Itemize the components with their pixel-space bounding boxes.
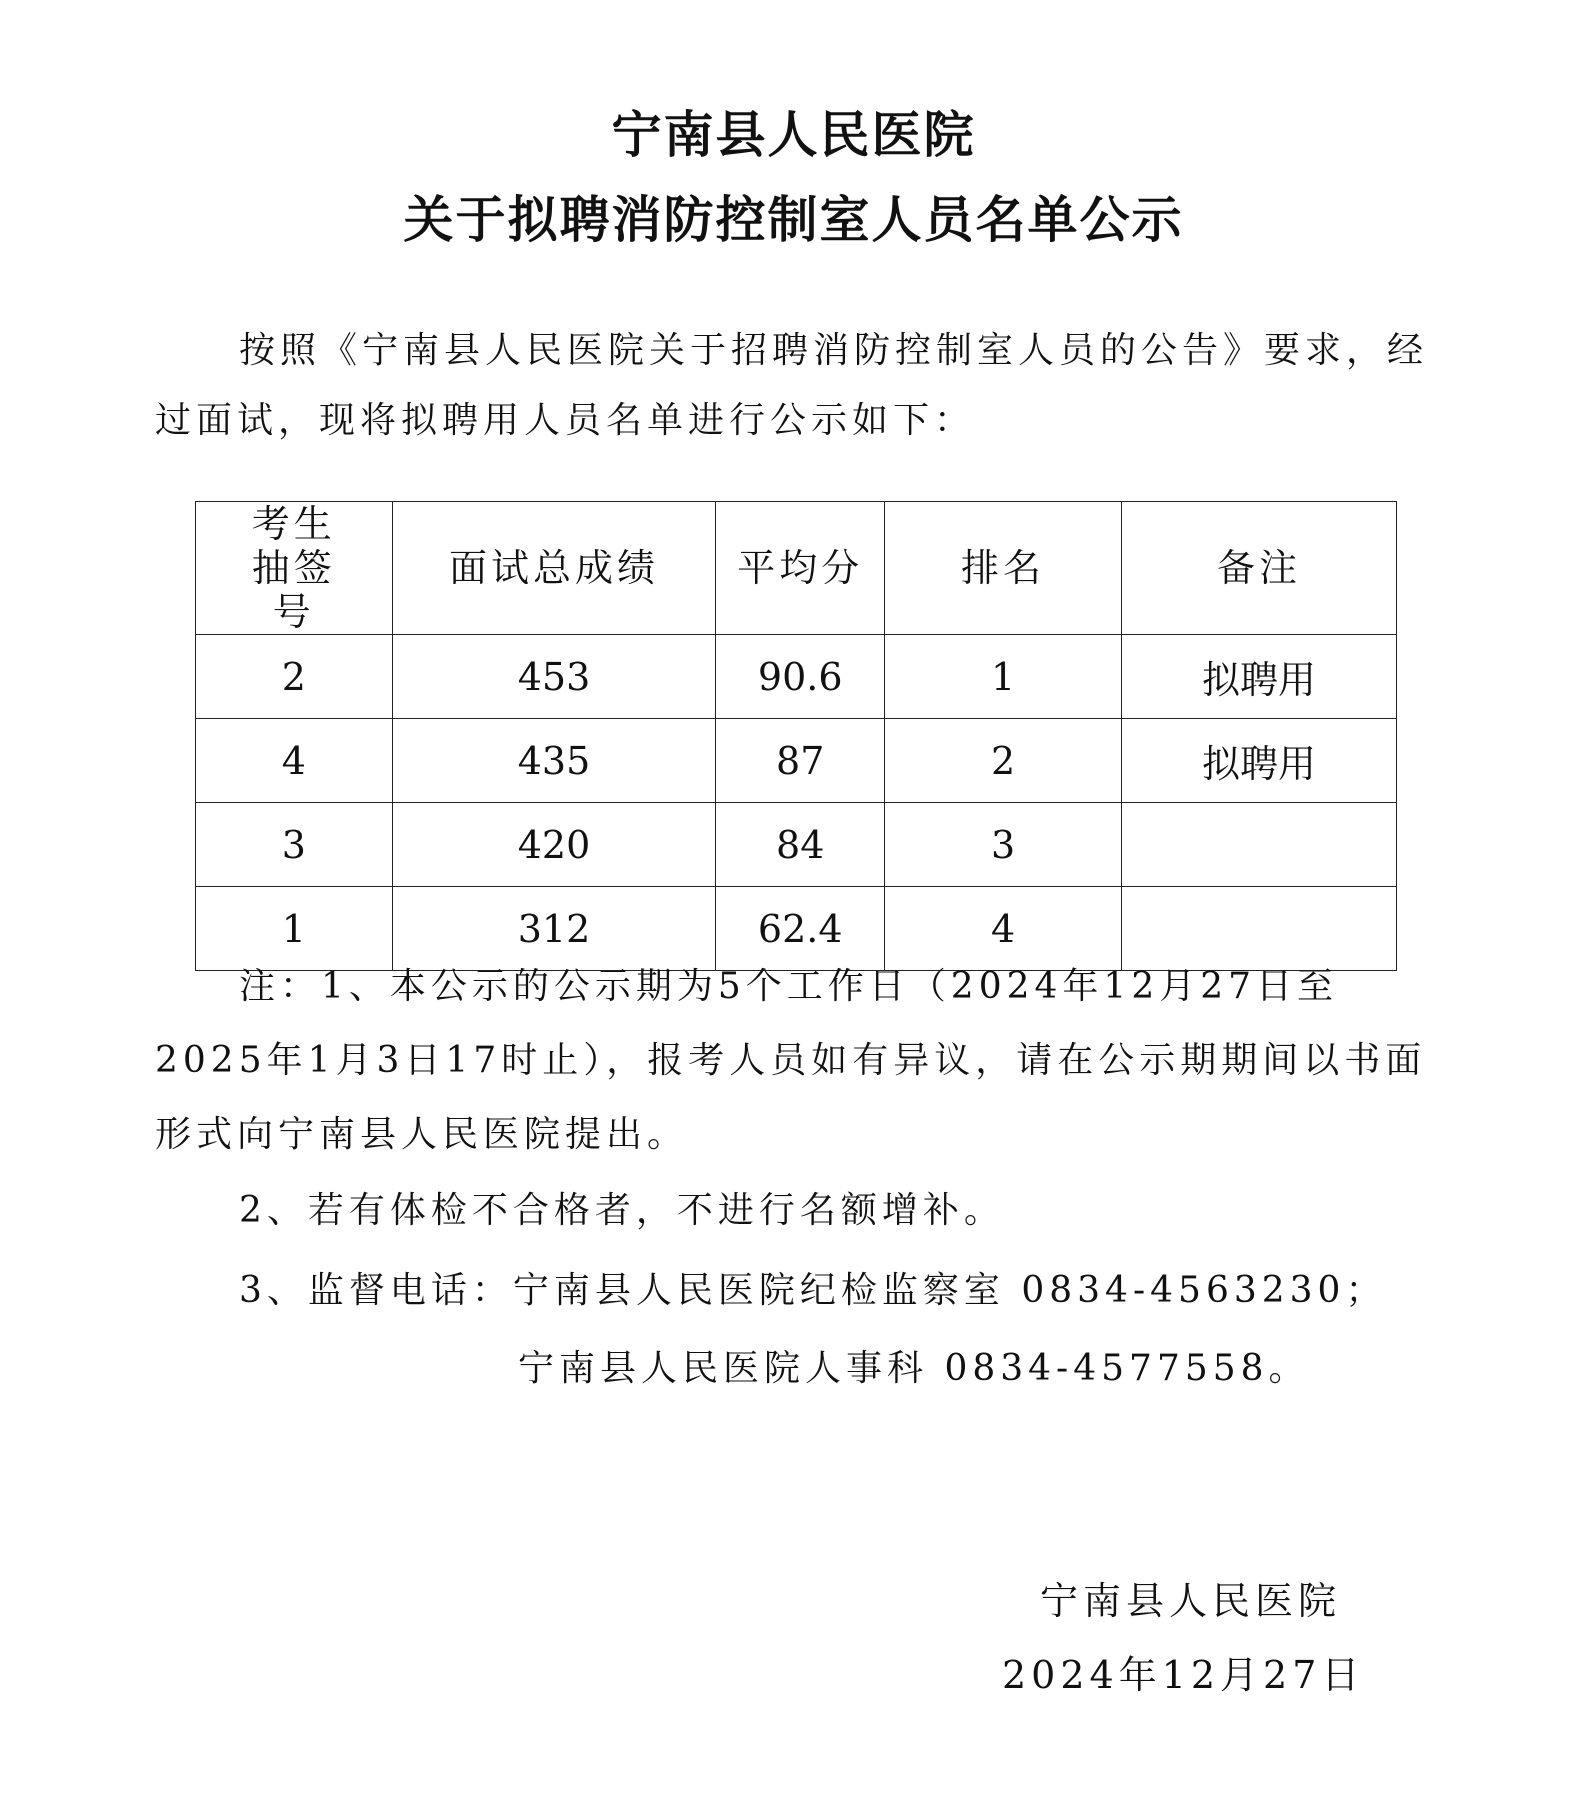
cell-total-score: 312 (392, 887, 716, 971)
note-3 (155, 1256, 1435, 1326)
table-row (196, 719, 1397, 803)
title-line2: 关于拟聘消防控制室人员名单公示 (403, 190, 1184, 249)
table-row (196, 635, 1397, 719)
cell-rank: 3 (885, 803, 1122, 887)
table-row (196, 803, 1397, 887)
note-2 (155, 1176, 1435, 1246)
cell-draw-number: 1 (196, 887, 393, 971)
cell-total-score: 435 (392, 719, 716, 803)
header-draw-number: 考生抽签号 (196, 502, 393, 635)
signature-date: 2024年12月27日 (1002, 1653, 1365, 1697)
header-average: 平均分 (716, 502, 885, 635)
cell-remark: 拟聘用 (1122, 635, 1397, 719)
cell-draw-number: 3 (196, 803, 393, 887)
cell-average: 87 (716, 719, 885, 803)
cell-average: 90.6 (716, 635, 885, 719)
cell-average: 84 (716, 803, 885, 887)
note-1-text: 注：1、本公示的公示期为5个工作日（2024年12月27日至2025年1月3日17时止），报考人员如有异议，请在公示期期间以书面形式向宁南县人民医院提出。 (155, 966, 1427, 1155)
results-table (195, 501, 1397, 971)
cell-draw-number: 4 (196, 719, 393, 803)
cell-remark: 拟聘用 (1122, 719, 1397, 803)
intro-paragraph (155, 316, 1435, 456)
cell-rank: 4 (885, 887, 1122, 971)
cell-draw-number: 2 (196, 635, 393, 719)
intro-text: 按照《宁南县人民医院关于招聘消防控制室人员的公告》要求，经过面试，现将拟聘用人员名单进行公示如下： (155, 330, 1429, 441)
note-1 (155, 950, 1435, 1172)
header-total-score: 面试总成绩 (392, 502, 716, 635)
cell-total-score: 453 (392, 635, 716, 719)
cell-remark (1122, 803, 1397, 887)
note-3-continuation: 宁南县人民医院人事科 0834-4577558。 (518, 1348, 1310, 1389)
cell-rank: 2 (885, 719, 1122, 803)
cell-average: 62.4 (716, 887, 885, 971)
header-rank: 排名 (885, 502, 1122, 635)
header-remark: 备注 (1122, 502, 1397, 635)
note-2-text: 2、若有体检不合格者，不进行名额增补。 (239, 1190, 1005, 1231)
cell-rank: 1 (885, 635, 1122, 719)
cell-total-score: 420 (392, 803, 716, 887)
note-3-text: 3、监督电话：宁南县人民医院纪检监察室 0834-4563230； (239, 1270, 1387, 1311)
signature-org: 宁南县人民医院 (1040, 1579, 1342, 1623)
title-line1: 宁南县人民医院 (611, 105, 976, 164)
table-header-row (196, 502, 1397, 635)
